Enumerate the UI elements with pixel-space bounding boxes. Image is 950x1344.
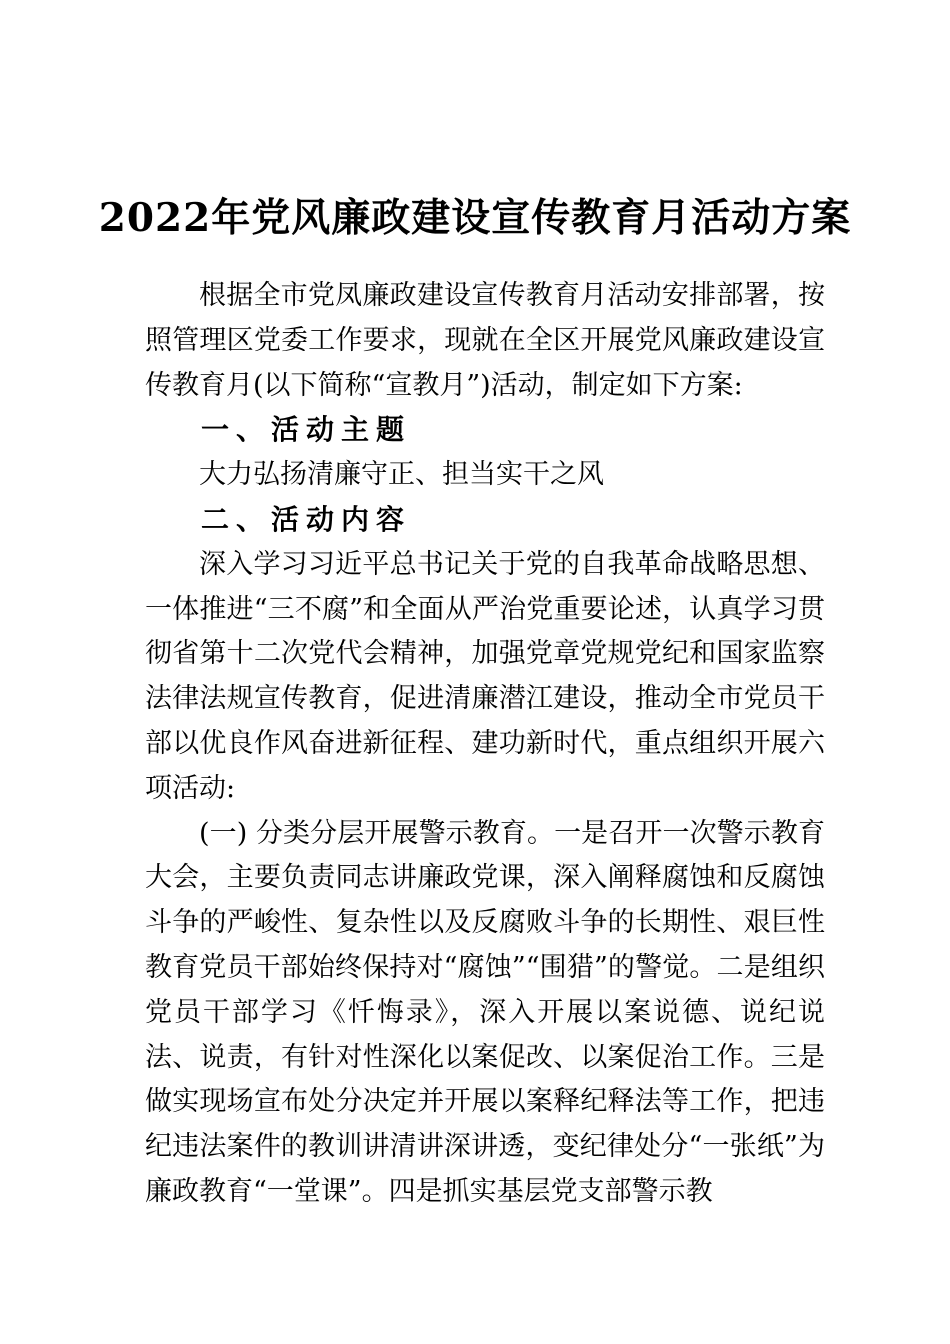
body-paragraph: 大力弘扬清廉守正、担当实干之风 [199,459,604,491]
document-body [145,274,825,1215]
body-paragraph: 根据全市党凤廉政建设宣传教育月活动安排部署，按照管理区党委工作要求，现就在全区开展党风廉政建设宣传教育月(以下简称“宣教月”)活动，制定如下方案: [145,280,825,401]
section-heading: 二、活动内容 [201,502,412,536]
document-title: 2022年党风廉政建设宣传教育月活动方案 [98,195,852,242]
body-paragraph: (一) 分类分层开展警示教育。一是召开一次警示教育大会，主要负责同志讲廉政党课，深入阐释腐蚀和反腐蚀斗争的严峻性、复杂性以及反腐败斗争的长期性、艰巨性教育党员干部始终保持对“腐蚀”“围猎”的警觉。二是组织党员干部学习《忏悔录》，深入开展以案说德、说纪说法、说责，有针对性深化以案促改、以案促治工作。三是做实现场宣布处分决定并开展以案释纪释法等工作，把违纪违法案件的教训讲清讲深讲透，变纪律处分“一张纸”为廉政教育“一堂课”。四是抓实基层党支部警示教 [145,817,825,1207]
section-heading: 一、活动主题 [201,413,412,447]
body-paragraph: 深入学习习近平总书记关于党的自我革命战略思想、一体推进“三不腐”和全面从严治党重要论述，认真学习贯彻省第十二次党代会精神，加强党章党规党纪和国家监察法律法规宣传教育，促进清廉潜江建设，推动全市党员干部以优良作风奋进新征程、建功新时代，重点组织开展六项活动: [145,548,825,804]
